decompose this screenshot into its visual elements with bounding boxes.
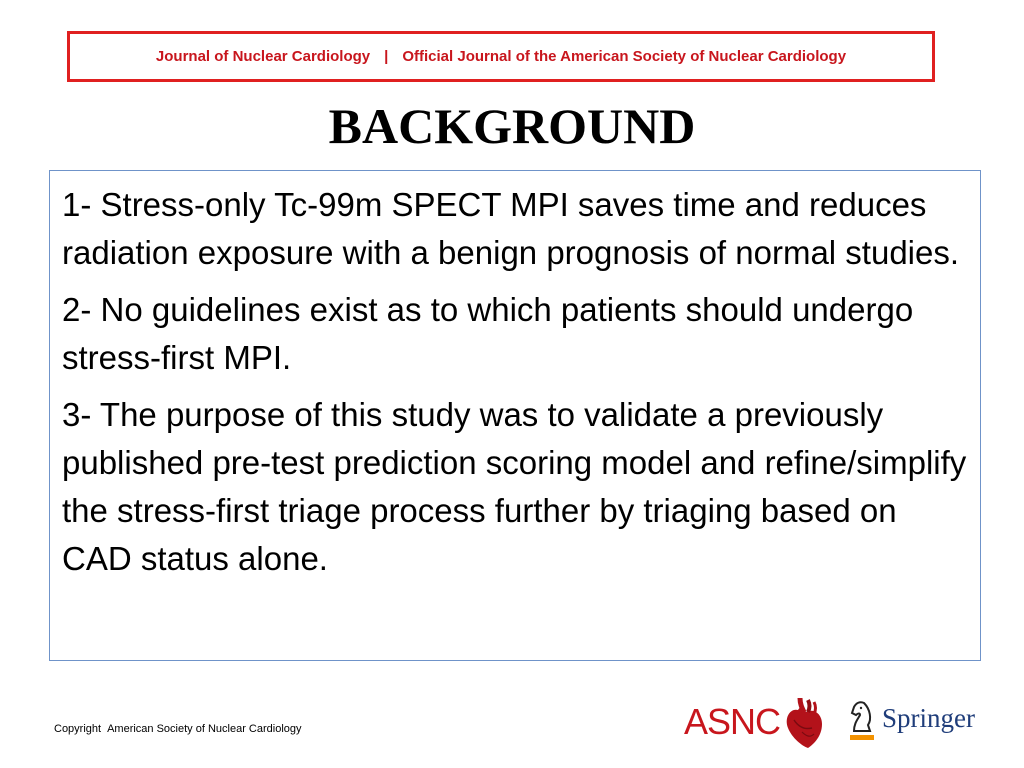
springer-logo <box>846 697 990 743</box>
banner-separator: | <box>384 48 389 65</box>
journal-banner <box>67 31 935 82</box>
asnc-logo <box>684 694 824 748</box>
official-journal-text: Official Journal of the American Society of Nuclear Cardiology <box>402 48 847 65</box>
copyright-holder: American Society of Nuclear Cardiology <box>107 723 302 735</box>
copyright-label: Copyright <box>54 723 102 735</box>
bullet-item-3: 3- The purpose of this study was to validate a previously published pre-test prediction scoring model and refine/simplify the stress-first triage process further by triaging based on CAD status alone. <box>62 396 967 577</box>
bullet-item-2: 2- No guidelines exist as to which patients should undergo stress-first MPI. <box>62 291 914 376</box>
heart-icon <box>787 698 822 748</box>
bullet-list <box>62 181 972 592</box>
bullet-item-1: 1- Stress-only Tc-99m SPECT MPI saves time and reduces radiation exposure with a benign prognosis of normal studies. <box>62 186 960 271</box>
asnc-logo-text: ASNC <box>684 701 781 742</box>
slide-title: BACKGROUND <box>328 98 696 154</box>
chess-knight-icon <box>850 702 874 740</box>
journal-name: Journal of Nuclear Cardiology <box>155 48 371 65</box>
springer-logo-text: Springer <box>882 703 975 733</box>
copyright-notice <box>54 723 302 735</box>
